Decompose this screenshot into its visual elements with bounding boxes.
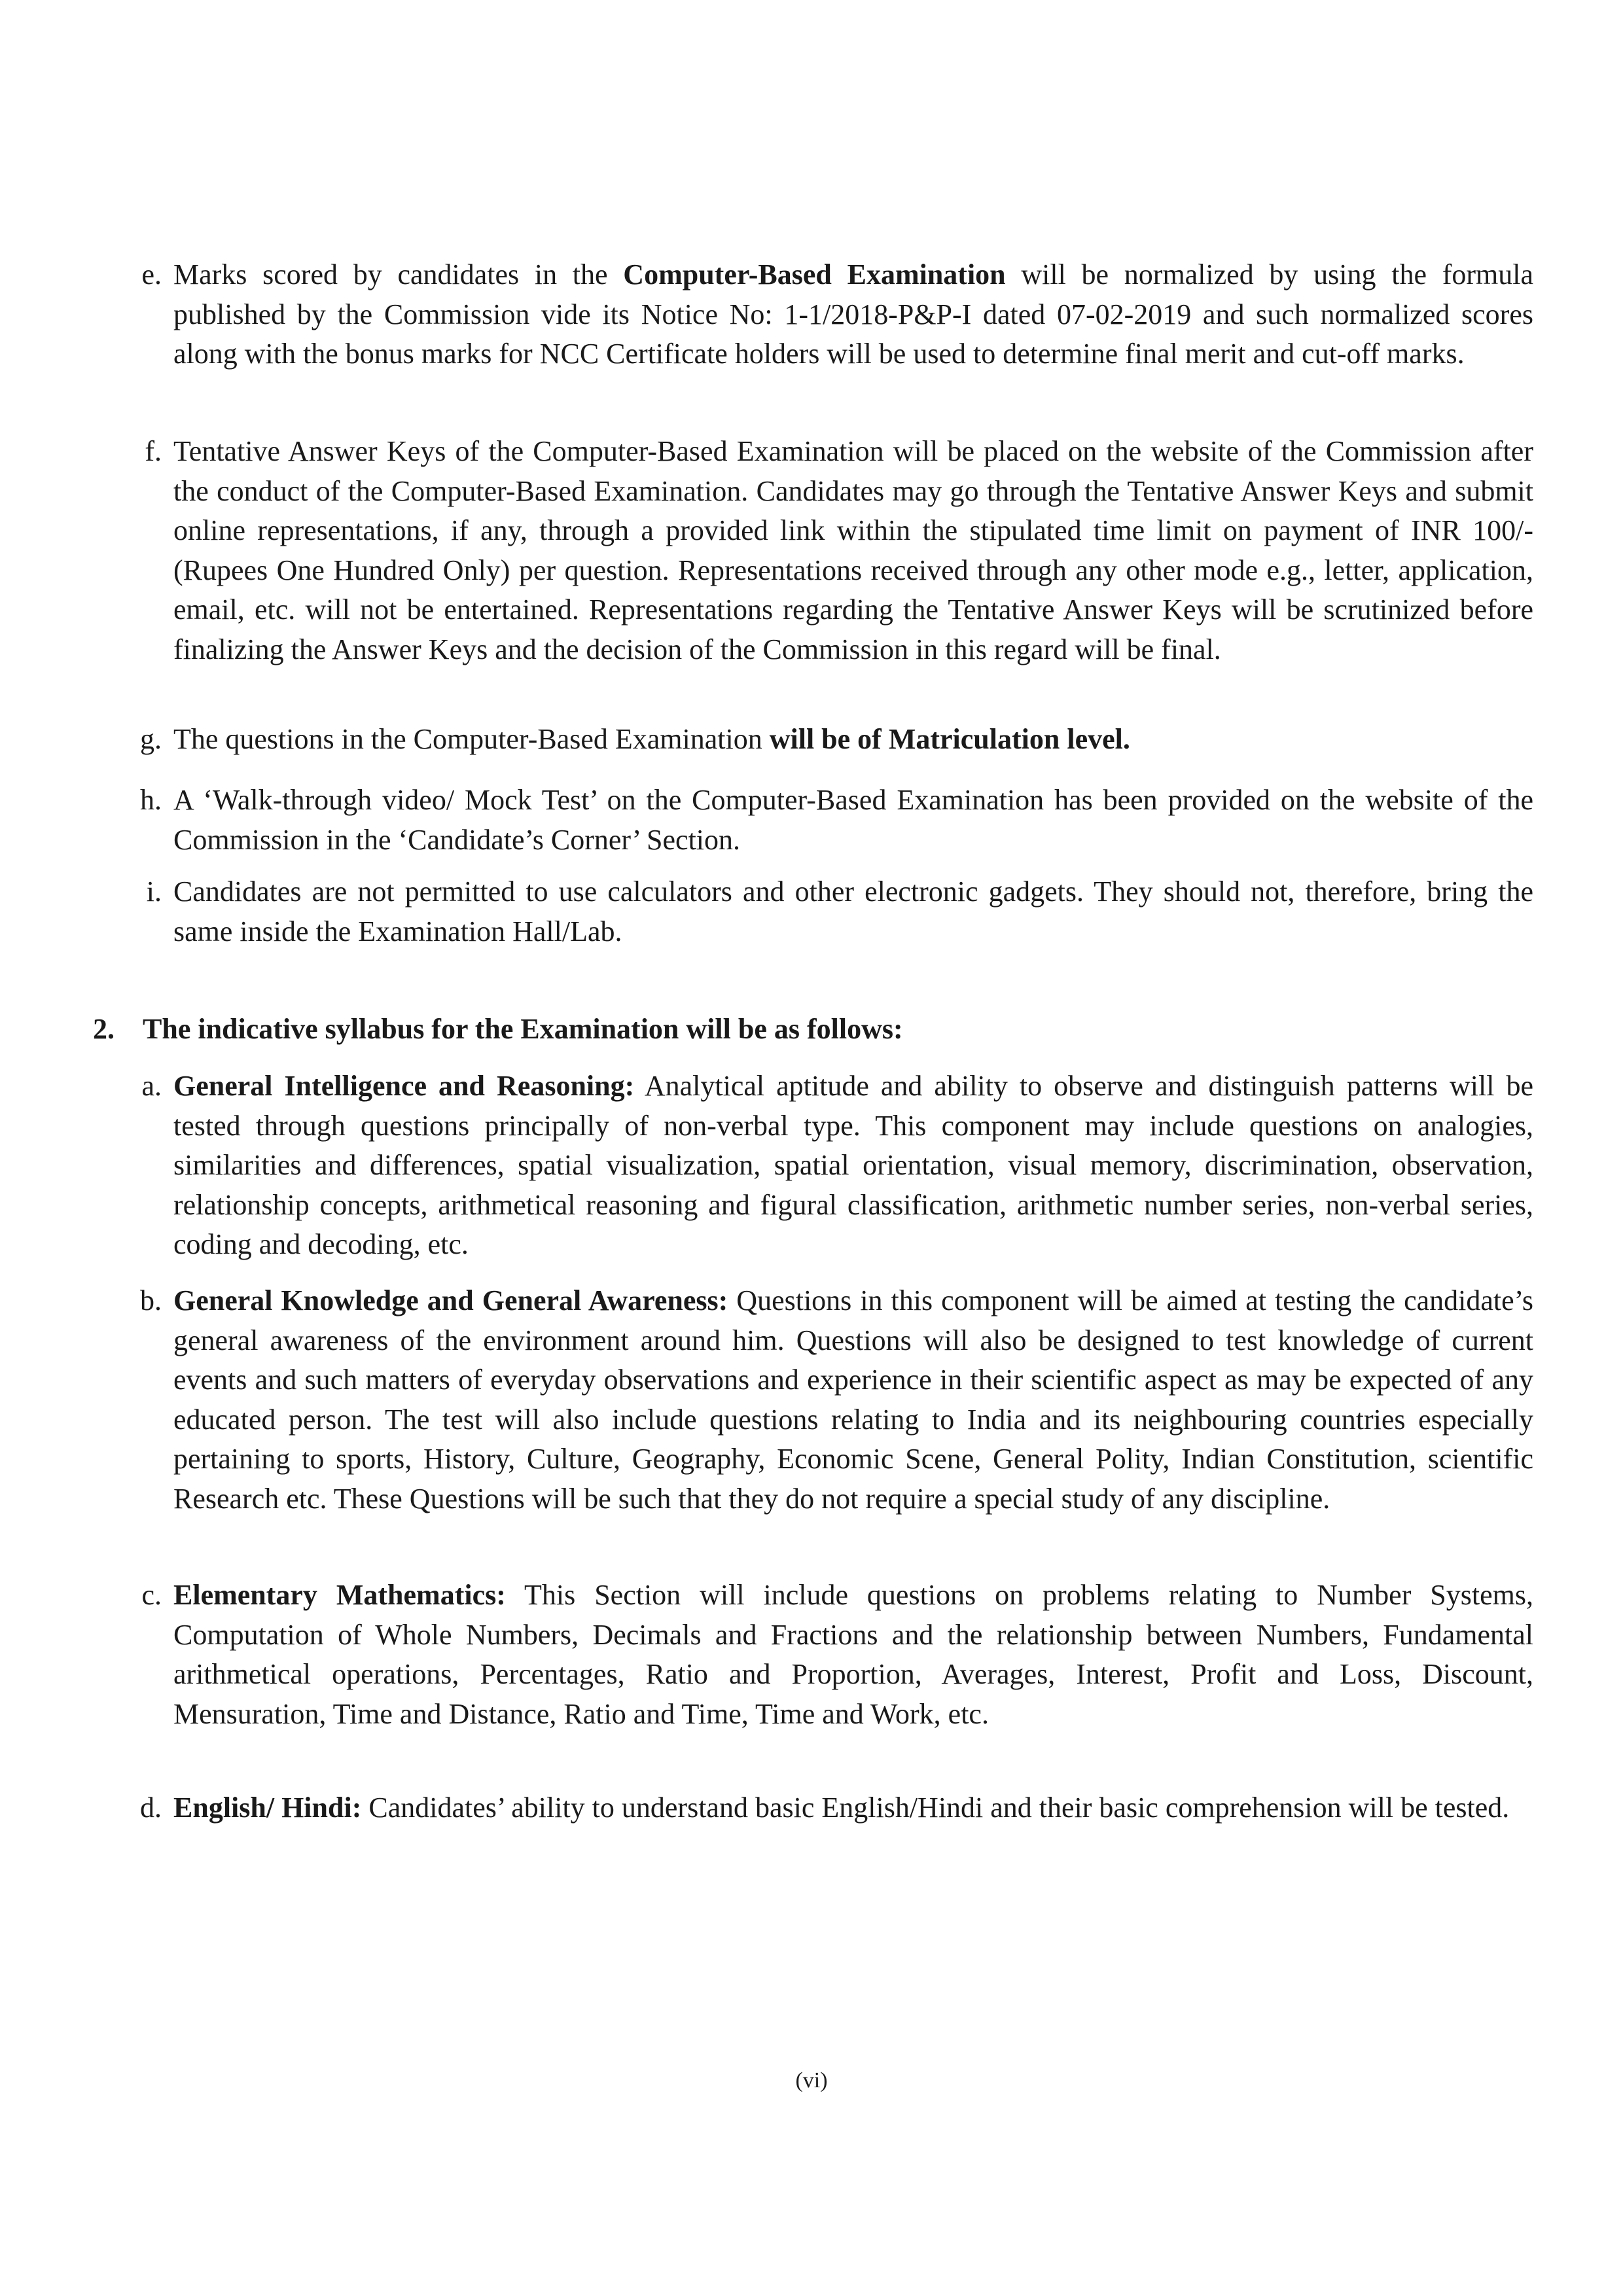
section-heading — [93, 1010, 1533, 1049]
item-text-continued: Questions in this component will be aimed at testing the candidate’s general awareness of the environment around him. Questions will also be designed to test knowledge of current events and such matters of everyday observations and experience in their scientific aspect as may be expected of any educated person. The test will also include questions relating to India and its neighbouring countries especially pertaining to sports, History, Culture, Geography, Economic Scene, General Polity, Indian Constitution, scientific Research etc. These Questions will be such that they do not require a special study of any discipline. — [173, 1284, 1534, 1515]
item-text-continued: Analytical aptitude and ability to observe and distinguish patterns will be tested through questions principally of non-verbal type. This component may include questions on analogies, similarities and differences, spatial visualization, spatial orientation, visual memory, discrimination, observation, relationship concepts, arithmetical reasoning and figural classification, arithmetic number series, non-verbal series, coding and decoding, etc. — [173, 1070, 1533, 1260]
list-item-b — [140, 1281, 1534, 1519]
item-bold-text: General Knowledge and General Awareness: — [173, 1284, 728, 1316]
list-item-f — [145, 432, 1533, 669]
item-marker: g. — [140, 723, 162, 755]
item-text: The questions in the Computer-Based Examination — [173, 723, 770, 755]
item-text: A ‘Walk-through video/ Mock Test’ on the Computer-Based Examination has been provided on the website of the Commission in the ‘Candidate’s Corner’ Section. — [173, 784, 1533, 856]
section-number: 2. — [93, 1013, 115, 1045]
list-item-h — [140, 781, 1533, 860]
item-marker: b. — [140, 1284, 162, 1316]
item-marker: c. — [141, 1579, 162, 1611]
item-text: Marks scored by candidates in the — [173, 258, 624, 291]
item-bold-text: Computer-Based Examination — [623, 258, 1006, 291]
list-item-i — [146, 872, 1533, 951]
item-text-continued: This Section will include questions on problems relating to Number Systems, Computation of Whole Numbers, Decimals and Fractions and the relationship between Numbers, Fundamental arithmetical operations, Percentages, Ratio and Proportion, Averages, Interest, Profit and Loss, Discount, Mensuration, Time and Distance, Ratio and Time, Time and Work, etc. — [173, 1579, 1533, 1730]
list-item-d — [140, 1788, 1533, 1828]
list-item-e — [141, 255, 1533, 374]
item-bold-text: Elementary Mathematics: — [173, 1579, 506, 1611]
item-text-continued: will be normalized by using the formula published by the Commission vide its Notice No: 1-1/2018-P&P-I dated 07-02-2019 and such normalized scores along with the bonus marks for NCC Certificate holders will be used to determine final merit and cut-off marks. — [173, 258, 1533, 370]
list-item-c — [141, 1576, 1533, 1734]
item-marker: i. — [146, 875, 162, 908]
item-marker: e. — [141, 258, 162, 291]
section-title: The indicative syllabus for the Examination will be as follows: — [143, 1013, 903, 1045]
item-bold-text: will be of Matriculation level. — [769, 723, 1130, 755]
item-marker: d. — [140, 1792, 162, 1824]
list-item-g — [140, 720, 1533, 760]
page-number: (vi) — [795, 2068, 828, 2093]
item-text-continued: Candidates’ ability to understand basic English/Hindi and their basic comprehension will be tested. — [361, 1792, 1510, 1824]
item-bold-text: English/ Hindi: — [173, 1792, 362, 1824]
item-text: Candidates are not permitted to use calculators and other electronic gadgets. They should not, therefore, bring the same inside the Examination Hall/Lab. — [173, 875, 1533, 947]
item-marker: a. — [141, 1070, 162, 1102]
list-item-a — [141, 1067, 1533, 1265]
item-text: Tentative Answer Keys of the Computer-Based Examination will be placed on the website of the Commission after the conduct of the Computer-Based Examination. Candidates may go through the Tentative Answer Keys and submit online representations, if any, through a provided link within the stipulated time limit on payment of INR 100/- (Rupees One Hundred Only) per question. Representations received through any other mode e.g., letter, application, email, etc. will not be entertained. Representations regarding the Tentative Answer Keys will be scrutinized before finalizing the Answer Keys and the decision of the Commission in this regard will be final. — [173, 435, 1533, 665]
item-bold-text: General Intelligence and Reasoning: — [173, 1070, 635, 1102]
item-marker: h. — [140, 784, 162, 816]
item-marker: f. — [145, 435, 162, 467]
